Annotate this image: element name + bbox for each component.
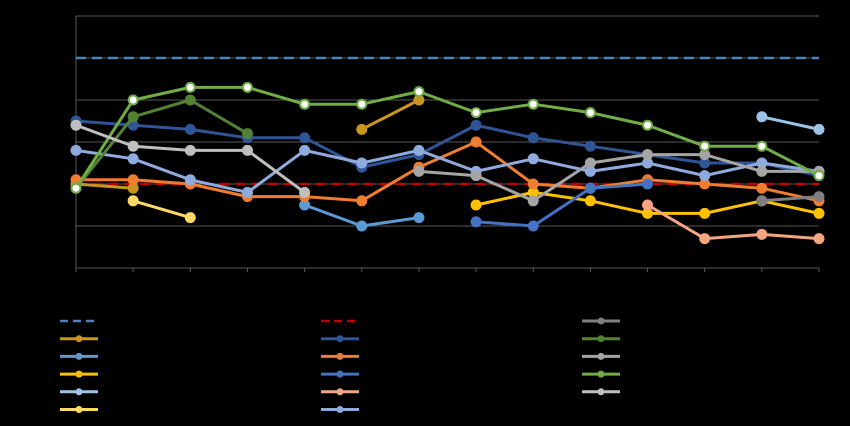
- data-point: [643, 180, 652, 189]
- data-point: [472, 138, 481, 147]
- data-point: [186, 83, 195, 92]
- data-point: [300, 146, 309, 155]
- data-point: [700, 209, 709, 218]
- data-point: [129, 175, 138, 184]
- data-point: [129, 112, 138, 121]
- data-point: [129, 142, 138, 151]
- legend-marker: [76, 335, 83, 342]
- data-point: [529, 154, 538, 163]
- data-point: [472, 108, 481, 117]
- data-point: [129, 196, 138, 205]
- legend-marker: [337, 406, 344, 413]
- data-point: [757, 184, 766, 193]
- data-point: [414, 87, 423, 96]
- legend-marker: [76, 388, 83, 395]
- data-point: [72, 146, 81, 155]
- data-point: [529, 100, 538, 109]
- data-point: [815, 234, 824, 243]
- legend-marker: [337, 371, 344, 378]
- data-point: [815, 209, 824, 218]
- data-point: [472, 121, 481, 130]
- data-point: [357, 159, 366, 168]
- data-point: [72, 121, 81, 130]
- data-point: [186, 146, 195, 155]
- data-point: [300, 133, 309, 142]
- data-point: [472, 171, 481, 180]
- data-point: [472, 217, 481, 226]
- data-point: [357, 100, 366, 109]
- data-point: [815, 192, 824, 201]
- legend-marker: [337, 388, 344, 395]
- data-point: [586, 142, 595, 151]
- data-point: [643, 150, 652, 159]
- data-point: [472, 201, 481, 210]
- data-point: [700, 234, 709, 243]
- data-point: [186, 213, 195, 222]
- data-point: [757, 167, 766, 176]
- data-point: [815, 171, 824, 180]
- data-point: [414, 167, 423, 176]
- legend-marker: [598, 318, 605, 325]
- data-point: [815, 125, 824, 134]
- data-point: [586, 196, 595, 205]
- legend-marker: [598, 371, 605, 378]
- data-point: [757, 142, 766, 151]
- data-point: [243, 188, 252, 197]
- legend-marker: [598, 353, 605, 360]
- data-point: [586, 159, 595, 168]
- data-point: [700, 171, 709, 180]
- data-point: [243, 83, 252, 92]
- data-point: [529, 180, 538, 189]
- data-point: [243, 129, 252, 138]
- data-point: [72, 184, 81, 193]
- data-point: [757, 230, 766, 239]
- data-point: [529, 133, 538, 142]
- data-point: [414, 213, 423, 222]
- data-point: [643, 121, 652, 130]
- legend-marker: [598, 335, 605, 342]
- data-point: [357, 196, 366, 205]
- legend-marker: [337, 353, 344, 360]
- legend-marker: [598, 388, 605, 395]
- data-point: [529, 196, 538, 205]
- data-point: [186, 175, 195, 184]
- data-point: [300, 100, 309, 109]
- data-point: [586, 108, 595, 117]
- legend-marker: [337, 335, 344, 342]
- data-point: [357, 222, 366, 231]
- data-point: [357, 125, 366, 134]
- data-point: [586, 184, 595, 193]
- legend-marker: [76, 371, 83, 378]
- data-point: [757, 196, 766, 205]
- data-point: [186, 125, 195, 134]
- data-point: [757, 112, 766, 121]
- data-point: [243, 146, 252, 155]
- legend-marker: [76, 353, 83, 360]
- legend-marker: [76, 406, 83, 413]
- data-point: [300, 188, 309, 197]
- data-point: [700, 142, 709, 151]
- data-point: [529, 222, 538, 231]
- data-point: [129, 96, 138, 105]
- data-point: [129, 154, 138, 163]
- data-point: [643, 201, 652, 210]
- data-point: [414, 146, 423, 155]
- data-point: [186, 96, 195, 105]
